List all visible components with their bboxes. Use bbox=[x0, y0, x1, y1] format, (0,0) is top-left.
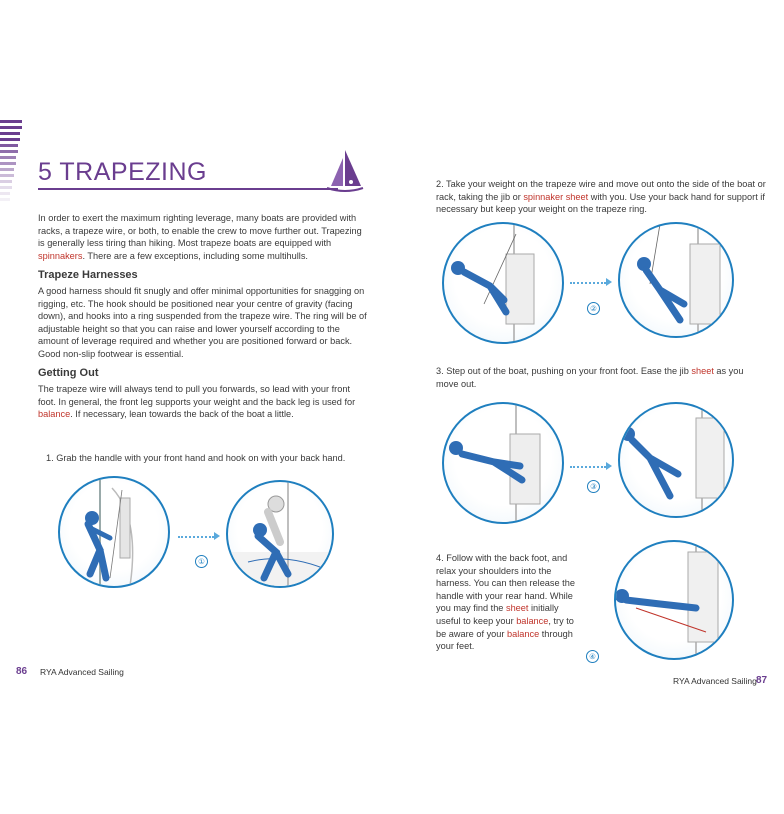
footer-title-left: RYA Advanced Sailing bbox=[40, 667, 124, 677]
step-4-text-d: through your feet. bbox=[436, 628, 573, 652]
getting-out-text-a: The trapeze wire will always tend to pull you forwards, so lead with your front foot. In general, the front leg supports your weight and the back leg is used for bbox=[38, 384, 356, 407]
step-3-arrow-head bbox=[606, 462, 612, 470]
step-2-text-b: with you. Use your back hand for support if necessary but keep your weight on the trapeze ring. bbox=[436, 191, 765, 215]
link-sheet-2[interactable]: sheet bbox=[505, 603, 529, 614]
intro-paragraph bbox=[38, 212, 368, 262]
step-2-text bbox=[436, 178, 766, 216]
link-spinnaker-sheet[interactable]: spinnaker sheet bbox=[523, 191, 589, 202]
step-2a-illustration bbox=[442, 222, 564, 344]
step-4-text-a: 4. Follow with the back foot, and relax your shoulders into the harness. You can then release the handle with your rear hand. While you may find the bbox=[436, 553, 575, 614]
sailboat-icon bbox=[325, 148, 365, 194]
step-3b-illustration bbox=[618, 402, 734, 518]
step-2-number: ② bbox=[587, 302, 600, 315]
step-2-text-a: 2. Take your weight on the trapeze wire and move out onto the side of the boat or rack, taking the jib or bbox=[436, 179, 766, 202]
step-1-text: 1. Grab the handle with your front hand and hook on with your back hand. bbox=[46, 453, 346, 463]
step-3-text-a: 3. Step out of the boat, pushing on your front foot. Ease the jib bbox=[436, 366, 692, 376]
title-rule bbox=[38, 188, 338, 190]
step-1-arrow-head bbox=[214, 532, 220, 540]
getting-out-paragraph bbox=[38, 383, 368, 421]
intro-text-segment: In order to exert the maximum righting leverage, many boats are provided with racks, a trapeze wire, or both, to enable the crew to move further out. Trapezing is generally less tiring than hiking. Most trapeze boats are equipped with bbox=[38, 213, 362, 249]
step-1-arrow bbox=[178, 536, 214, 538]
step-4-text-b: initially useful to keep your bbox=[436, 603, 559, 626]
heading-trapeze-harnesses: Trapeze Harnesses bbox=[38, 269, 138, 281]
step-3-arrow bbox=[570, 466, 606, 468]
page-number-right: 87 bbox=[756, 675, 768, 686]
step-4-number: ④ bbox=[586, 650, 599, 663]
link-spinnakers[interactable]: spinnakers bbox=[38, 250, 83, 261]
step-4-text bbox=[436, 552, 584, 653]
right-page bbox=[392, 0, 784, 814]
link-sheet[interactable]: sheet bbox=[691, 366, 714, 376]
step-1a-illustration bbox=[58, 476, 170, 588]
chapter-title: 5 TRAPEZING bbox=[38, 158, 207, 186]
step-4-illustration bbox=[614, 540, 734, 660]
step-2-arrow-head bbox=[606, 278, 612, 286]
step-1-number: ① bbox=[195, 555, 208, 568]
footer-title-right: RYA Advanced Sailing bbox=[673, 676, 757, 686]
step-1b-illustration bbox=[226, 480, 334, 588]
harness-paragraph: A good harness should fit snugly and offer minimal opportunities for snagging on rigging, etc. The hook should be positioned near your centre of gravity (facing down), and hooks into a ring suspended from the trapeze wire. The ring will be of adjustable height so that you can raise and lower yourself according to the amount of leverage required and whether you are positioned forward or back. Good non-slip footwear is essential. bbox=[38, 286, 367, 359]
step-3a-illustration bbox=[442, 402, 564, 524]
link-balance-3[interactable]: balance bbox=[507, 628, 540, 639]
link-balance[interactable]: balance bbox=[38, 409, 71, 420]
step-3-text bbox=[436, 365, 766, 390]
step-2-arrow bbox=[570, 282, 606, 284]
page-number-left: 86 bbox=[16, 666, 28, 677]
step-4-text-c: , try to be aware of your bbox=[436, 615, 574, 639]
chapter-tab-stripes bbox=[0, 120, 22, 212]
step-3-text-b: as you move out. bbox=[436, 366, 744, 389]
intro-text-segment: . There are a few exceptions, including some multihulls. bbox=[82, 250, 308, 261]
step-2b-illustration bbox=[618, 222, 734, 338]
heading-getting-out: Getting Out bbox=[38, 367, 99, 379]
getting-out-text-b: . If necessary, lean towards the back of the boat a little. bbox=[70, 409, 294, 420]
link-balance-2[interactable]: balance bbox=[516, 615, 549, 626]
step-3-number: ③ bbox=[587, 480, 600, 493]
